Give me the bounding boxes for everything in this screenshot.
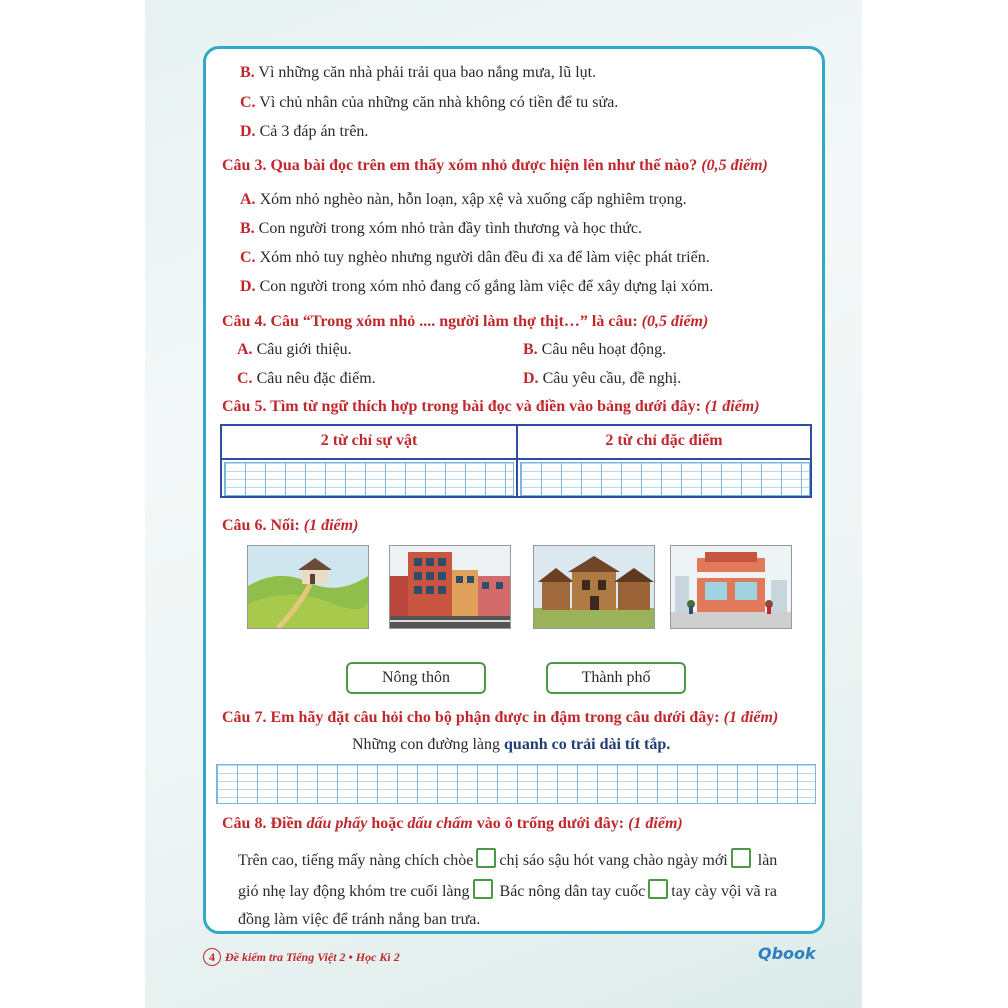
q3-option-a: A. Xóm nhỏ nghèo nàn, hỗn loạn, xập xệ và xuống cấp nghiêm trọng. [240,191,687,208]
q2-option-d: D. Cả 3 đáp án trên. [240,123,369,140]
blank-box-4[interactable] [648,879,668,899]
footer-title: Đề kiểm tra Tiếng Việt 2 • Học Kì 2 [225,950,400,964]
q8-line-2: gió nhẹ lay động khóm tre cuối làng Bác nông dân tay cuốc tay cày vội vã ra [238,879,777,902]
q4-option-c: C. Câu nêu đặc điểm. [237,370,376,387]
publisher-logo [758,944,816,963]
blank-box-3[interactable] [473,879,493,899]
q7-title: Câu 7. Em hãy đặt câu hỏi cho bộ phận được in đậm trong câu dưới đây: (1 điểm) [222,709,779,726]
countryside-image[interactable] [247,545,369,629]
blank-box-1[interactable] [476,848,496,868]
q8-line-3: đồng làm việc để tránh nắng ban trưa. [238,911,481,928]
label-countryside[interactable]: Nông thôn [346,662,486,694]
q5-title: Câu 5. Tìm từ ngữ thích hợp trong bài đọc và điền vào bảng dưới đây: (1 điểm) [222,398,760,415]
logo-text: Qbook [758,944,816,963]
old-village-image[interactable] [533,545,655,629]
label-city[interactable]: Thành phố [546,662,686,694]
q4-option-a: A. Câu giới thiệu. [237,341,352,358]
q6-title: Câu 6. Nối: (1 điểm) [222,517,359,534]
table-header-features: 2 từ chỉ đặc điểm [605,432,723,449]
q8-title: Câu 8. Điền dấu phẩy hoặc dấu chấm vào ô trống dưới đây: (1 điểm) [222,815,683,832]
q2-option-b: B. Vì những căn nhà phải trải qua bao nắng mưa, lũ lụt. [240,64,597,81]
writing-grid-things[interactable] [224,462,514,496]
table-header-line [222,458,810,460]
q4-option-d: D. Câu yêu cầu, đề nghị. [523,370,682,387]
q3-title: Câu 3. Qua bài đọc trên em thấy xóm nhỏ được hiện lên như thế nào? (0,5 điểm) [222,157,768,174]
q3-option-c: C. Xóm nhỏ tuy nghèo nhưng người dân đều đi xa để làm việc phát triển. [240,249,710,266]
q2-option-c: C. Vì chủ nhân của những căn nhà không có tiền để tu sửa. [240,94,619,111]
blank-box-2[interactable] [731,848,751,868]
footer [203,948,400,966]
q4-option-b: B. Câu nêu hoạt động. [523,341,667,358]
q4-title: Câu 4. Câu “Trong xóm nhỏ .... người làm thợ thịt…” là câu: (0,5 điểm) [222,313,709,330]
writing-grid-features[interactable] [520,462,810,496]
city-shop-image[interactable] [670,545,792,629]
q3-option-d: D. Con người trong xóm nhỏ đang cố gắng làm việc để xây dựng lại xóm. [240,278,714,295]
city-buildings-image[interactable] [389,545,511,629]
q5-table [220,424,812,498]
q8-line-1: Trên cao, tiếng mấy nàng chích chòe chị sáo sậu hót vang chào ngày mới làn [238,848,777,871]
page-number: 4 [203,948,221,966]
q7-sentence: Những con đường làng quanh co trải dài tít tắp. [352,736,671,753]
table-header-things: 2 từ chỉ sự vật [320,432,418,449]
q3-option-b: B. Con người trong xóm nhỏ tràn đầy tình thương và học thức. [240,220,643,237]
q7-answer-grid[interactable] [216,764,816,804]
